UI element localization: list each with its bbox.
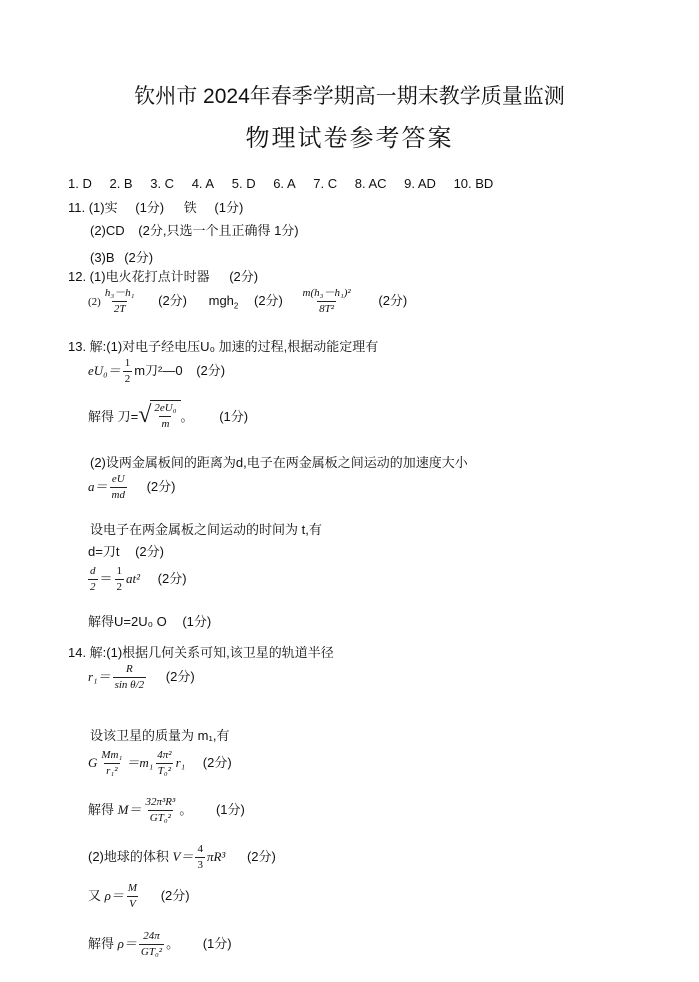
q13-e2-denominator: m [161, 418, 170, 430]
mc-answer-8: 8. AC [354, 176, 387, 191]
q12-mgh-subscript: 2 [233, 301, 239, 311]
q13-e2-lead: 解得 刀= [88, 409, 139, 424]
q13-e3-points: (2分) [146, 478, 176, 494]
q11-points-3: (2分) [124, 250, 154, 265]
q14-e2-points: (2分) [202, 754, 232, 770]
q14-e6-lhs: ρ＝ [117, 935, 137, 951]
q11-points-1b: (1分) [214, 200, 244, 215]
q12-f1-denominator: 2T [113, 303, 126, 315]
q14-e3-lead: 解得 [88, 801, 115, 817]
q14-equation-6 [88, 930, 232, 959]
q14-e4-rhs: πR³ [206, 848, 226, 864]
q12-f3-points: (2分) [378, 292, 408, 308]
q14-e3-denominator: GT₀² [149, 812, 171, 824]
q13-e5-fraction-2 [115, 565, 125, 594]
q12-answer-1: 12. (1)电火花打点计时器 [68, 269, 210, 284]
q14-e2-numerator-1: Mm₁ [101, 749, 123, 761]
q13-part2-intro: (2)设两金属板间的距离为d,电子在两金属板之间运动的加速度大小 [90, 455, 468, 470]
q13-e2-sqrt [138, 400, 180, 431]
q14-e1-fraction [113, 663, 147, 692]
q11-line-2 [90, 220, 299, 239]
q13-e2-end: 。 [180, 409, 194, 424]
q13-e5-points: (2分) [157, 570, 187, 586]
q14-e2-fraction-1 [99, 749, 124, 778]
q14-e5-fraction [126, 882, 139, 911]
q13-e3-fraction [110, 473, 127, 502]
q13-e1-denominator: 2 [124, 373, 131, 385]
q13-e5-denominator-2: 2 [116, 581, 123, 593]
q13-e3-lhs: a＝ [88, 478, 108, 494]
q13-e2-fraction [152, 402, 178, 431]
q14-e4-points: (2分) [246, 848, 276, 864]
q12-points-1: (2分) [229, 269, 259, 284]
q13-e1-points: (2分) [196, 362, 226, 378]
q14-e6-fraction [139, 930, 164, 959]
q11-line-3 [90, 247, 153, 266]
q12-mgh-points: (2分) [254, 292, 283, 308]
q14-intro: 14. 解:(1)根据几何关系可知,该卫星的轨道半径 [68, 645, 334, 660]
q13-equation-1 [88, 357, 225, 386]
q14-e1-lhs: r₁＝ [88, 668, 111, 684]
q13-e5-numerator-1: d [90, 565, 96, 577]
q13-e6-points: (1分) [182, 614, 212, 629]
q12-f1-numerator: h₃－h₁ [104, 287, 135, 299]
q14-e6-points: (1分) [202, 935, 232, 951]
q14-e5-denominator: V [129, 898, 136, 910]
q14-e3-points: (1分) [215, 801, 245, 817]
q14-e3-fraction [143, 796, 177, 825]
q12-fraction-velocity [103, 287, 137, 316]
q13-e4-text: d=刀t [88, 544, 120, 559]
q14-e4-numerator: 4 [197, 843, 203, 855]
q14-part1-mass: 设该卫星的质量为 m₁,有 [90, 728, 230, 743]
q13-equation-4 [88, 541, 164, 560]
document-subtitle: 物理试卷参考答案 [245, 125, 454, 152]
q12-fraction-energy [301, 287, 353, 316]
mc-answer-4: 4. A [191, 176, 215, 191]
q14-e2-fraction-2 [155, 749, 173, 778]
q13-equation-3 [88, 473, 175, 502]
q14-equation-5 [88, 882, 190, 911]
q11-points-1: (1分) [135, 200, 165, 215]
mc-answer-2: 2. B [109, 176, 133, 191]
sqrt-radical-icon: √ [138, 402, 152, 428]
q13-e5-rhs: at² [126, 570, 141, 586]
q14-e4-lhs: V＝ [172, 848, 194, 864]
q14-e3-lhs: M＝ [117, 801, 142, 817]
q14-e5-lead: 又 [88, 887, 102, 903]
q14-equation-1 [88, 663, 195, 692]
q12-mgh [208, 292, 239, 311]
q14-equation-3 [88, 796, 245, 825]
q12-lead: (2) [88, 295, 101, 308]
q14-e5-points: (2分) [160, 887, 190, 903]
q14-equation-4 [88, 843, 276, 872]
mc-answer-10: 10. BD [453, 176, 494, 191]
q14-e6-denominator: GT₀² [140, 946, 163, 958]
q13-e2-points: (1分) [219, 409, 249, 424]
q13-e1-numerator: 1 [124, 357, 131, 369]
q13-e3-denominator: md [111, 489, 125, 501]
q11-line-1 [68, 197, 243, 216]
q14-e6-lead: 解得 [88, 935, 115, 951]
q14-e4-lead: (2)地球的体积 [88, 848, 169, 864]
q13-equation-6 [88, 611, 211, 630]
q13-e5-fraction-1 [88, 565, 98, 594]
q11-answer-2: (2)CD [90, 223, 125, 238]
mc-answer-7: 7. C [313, 176, 338, 191]
q13-e1-fraction [123, 357, 133, 386]
q13-equation-5 [86, 565, 187, 594]
q14-e5-numerator: M [127, 882, 138, 894]
q14-e6-numerator: 24π [143, 930, 160, 942]
q12-f3-numerator: m(h₃－h₁)² [302, 287, 351, 299]
q13-e3-numerator: eU [111, 473, 125, 485]
document-title: 钦州市 2024年春季学期高一期末教学质量监测 [134, 85, 565, 108]
q14-e2-mid: ＝m₁ [126, 754, 154, 770]
mc-answer-9: 9. AD [404, 176, 436, 191]
q11-answer-3: (3)B [90, 250, 115, 265]
q11-answer-1b: 铁 [183, 200, 197, 215]
q14-equation-2 [88, 749, 232, 778]
q14-e2-denominator-2: T₀² [157, 765, 172, 777]
q14-e2-g: G [88, 754, 98, 770]
mc-answers-row [68, 176, 493, 191]
q13-e1-lhs: eU₀＝ [88, 362, 121, 378]
q13-e5-denominator-1: 2 [90, 581, 96, 593]
q13-intro: 13. 解:(1)对电子经电压U₀ 加速的过程,根据动能定理有 [68, 339, 379, 354]
q14-e1-numerator: R [126, 663, 133, 675]
q12-line-1 [68, 266, 258, 285]
q11-answer-1: 11. (1)实 [68, 200, 118, 215]
q14-e6-end: 。 [166, 935, 180, 951]
q13-e2-numerator: 2eU₀ [154, 402, 177, 414]
q14-e1-points: (2分) [165, 668, 195, 684]
mc-answer-3: 3. C [150, 176, 175, 191]
q13-e5-numerator-2: 1 [116, 565, 123, 577]
q11-points-2: (2分,只选一个且正确得 1分) [138, 223, 299, 238]
q13-e5-equals: ＝ [99, 570, 113, 586]
q14-e2-denominator-1: r₁² [106, 765, 118, 777]
q13-part2-time: 设电子在两金属板之间运动的时间为 t,有 [90, 522, 322, 537]
q13-e6-text: 解得U=2U₀ O [88, 614, 167, 629]
q14-e2-rhs: r₁ [175, 754, 186, 770]
q14-e1-denominator: sin θ/2 [114, 679, 145, 691]
q12-line-2 [88, 287, 407, 316]
mc-answer-5: 5. D [231, 176, 256, 191]
q14-e4-denominator: 3 [197, 859, 203, 871]
q14-e4-fraction [195, 843, 205, 872]
q12-mgh-text: mgh [208, 292, 234, 308]
mc-answer-6: 6. A [273, 176, 296, 191]
q13-equation-2 [88, 400, 248, 431]
q14-e5-lhs: ρ＝ [104, 887, 124, 903]
mc-answer-1: 1. D [68, 176, 92, 191]
q14-e3-end: 。 [179, 801, 193, 817]
q14-e2-numerator-2: 4π² [157, 749, 172, 761]
q13-e1-rhs: m刀²—0 [134, 362, 183, 378]
q12-f3-denominator: 8T² [319, 303, 335, 315]
q12-f1-points: (2分) [158, 292, 187, 308]
q13-e4-points: (2分) [135, 544, 164, 559]
q14-e3-numerator: 32π³R³ [145, 796, 176, 808]
